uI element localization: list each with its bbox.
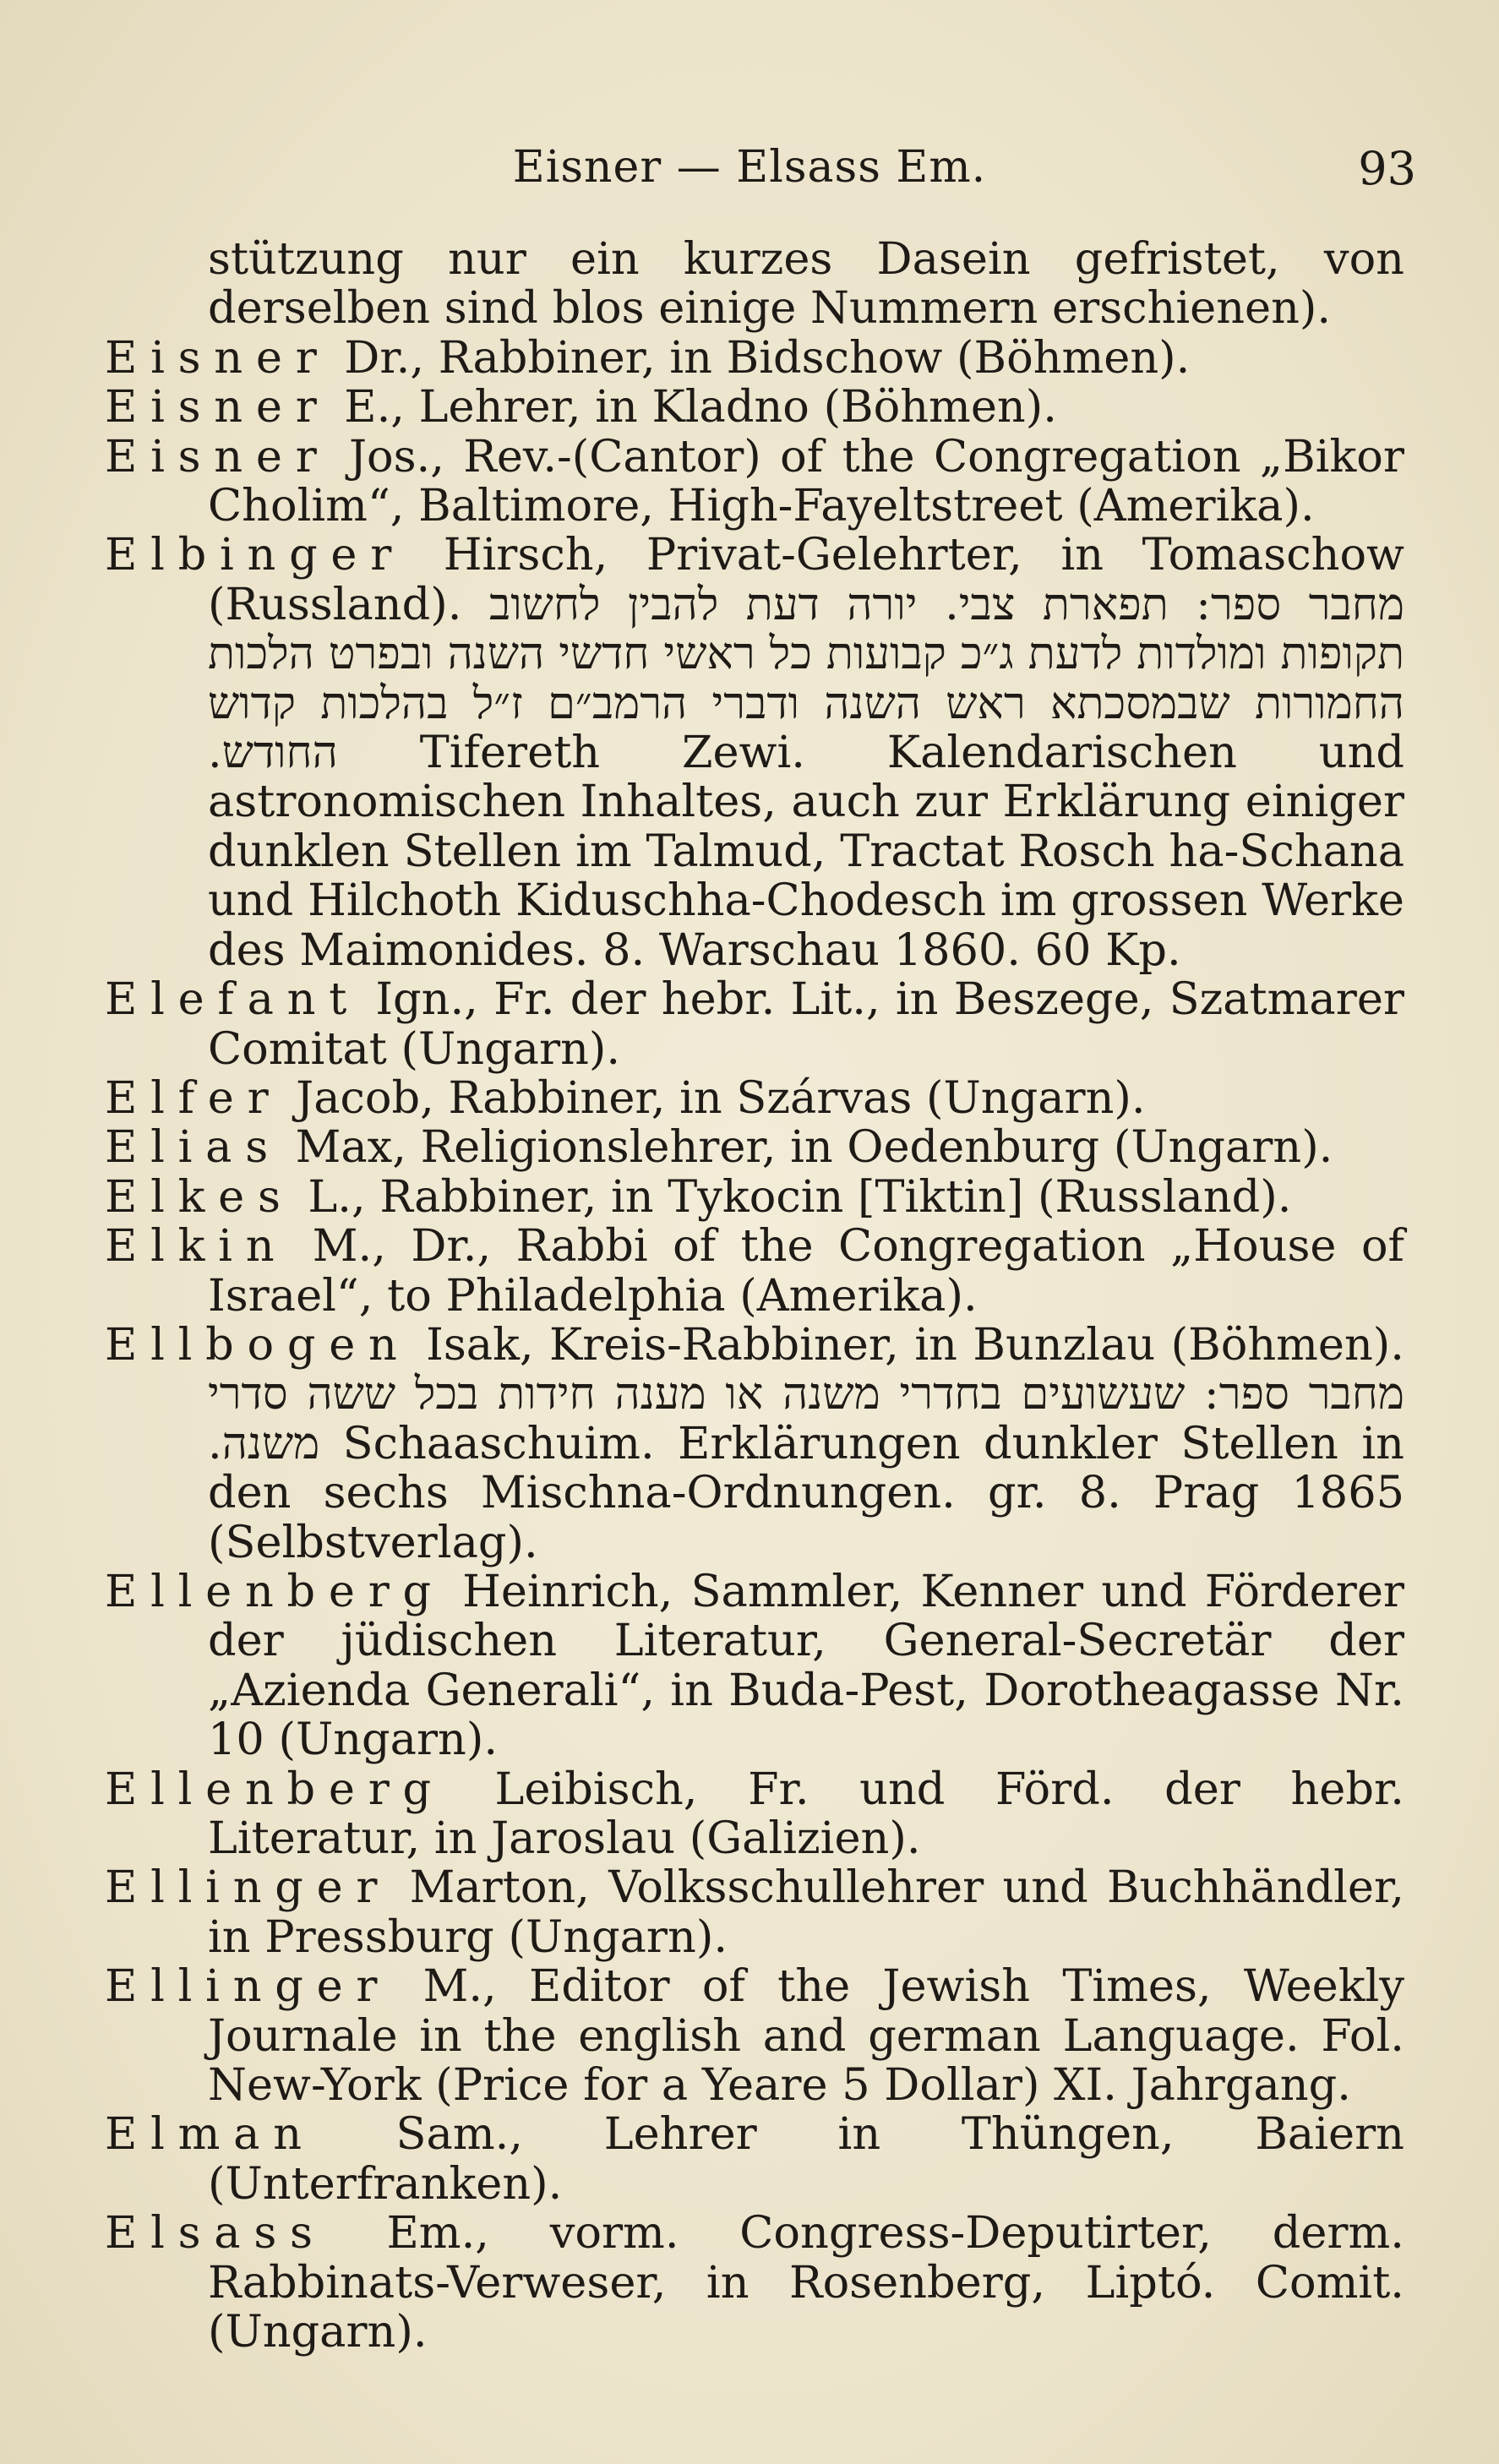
- entry: [105, 1567, 1404, 1765]
- entry: [105, 1962, 1404, 2110]
- entry-text: Em., vorm. Congress-Deputirter, derm. Rabbinats-Verweser, in Rosenberg, Liptó. Comit. (Ungarn).: [208, 2207, 1404, 2358]
- entry-text: E., Lehrer, in Kladno (Böhmen).: [344, 381, 1057, 433]
- entry-surname: Ellbogen: [105, 1318, 411, 1371]
- entry-text: Marton, Volksschullehrer und Buchhändler, in Pressburg (Ungarn).: [208, 1862, 1404, 1963]
- entry-text: Hirsch, Privat-Gelehrter, in Tomaschow (Russland).: [208, 529, 1404, 630]
- entry: [105, 1222, 1404, 1321]
- entry-surname: Ellenberg: [105, 1763, 444, 1815]
- entry: [105, 331, 1404, 384]
- entry-surname: Elkin: [105, 1220, 288, 1273]
- entry: [105, 975, 1404, 1074]
- entry-surname: Elias: [105, 1121, 281, 1174]
- entry-text: Jacob, Rabbiner, in Szárvas (Ungarn).: [296, 1071, 1146, 1124]
- entry-text: L., Rabbiner, in Tykocin [Tiktin] (Russland).: [308, 1170, 1292, 1223]
- entry-surname: Elfer: [105, 1071, 282, 1124]
- entry-surname: Elkes: [105, 1170, 294, 1223]
- continuation-text: stützung nur ein kurzes Dasein gefristet, von derselben sind blos einige Nummern erschienen).: [208, 233, 1404, 335]
- entry-hebrew-title: מחבר ספר: תפארת צבי. יורה דעת להבין לחשוב תקופות ומולדות לדעת ג״כ קבועות כל ראשי חדשי השנה ובפרט הלכות החמורות שבמסכתא ראש השנה ודברי הרמב״ם ז״ל בהלכות קדוש החודש.: [208, 578, 1404, 779]
- entry-description: Tifereth Zewi. Kalendarischen und astronomischen Inhaltes, auch zur Erklärung einiger dunklen Stellen im Talmud, Tractat Rosch ha-Schana und Hilchoth Kiduschha-Chodesch im grossen Werke des Maimonides. 8. Warschau 1860. 60 Kp.: [208, 727, 1404, 976]
- entry-text: Leibisch, Fr. und Förd. der hebr. Literatur, in Jaroslau (Galizien).: [208, 1763, 1404, 1864]
- page-number: 93: [1358, 142, 1416, 195]
- entry: [105, 1765, 1404, 1864]
- entry-surname: Elsass: [105, 2207, 326, 2260]
- entry-text: Dr., Rabbiner, in Bidschow (Böhmen).: [344, 331, 1191, 384]
- entry-text: Jos., Rev.-(Cantor) of the Congregation „Bikor Cholim“, Baltimore, High-Fayeltstreet (Amerika).: [208, 430, 1404, 532]
- entry-hebrew-title: מחבר ספר: שעשועים בחדרי משנה או מענה חידות בכל ששה סדרי משנה.: [208, 1368, 1404, 1469]
- entry-surname: Eisner: [105, 381, 330, 433]
- entry: [105, 1318, 1404, 1568]
- entry-surname: Ellinger: [105, 1960, 391, 2013]
- entry: [105, 2209, 1404, 2357]
- entry-text: Heinrich, Sammler, Kenner und Förderer der jüdischen Literatur, General-Secretär der „Azienda Generali“, in Buda-Pest, Dorotheagasse Nr. 10 (Ungarn).: [208, 1565, 1404, 1766]
- entry-text: M., Editor of the Jewish Times, Weekly Journale in the english and german Language. Fol. New-York (Price for a Yeare 5 Dollar) XI. Jahrgang.: [208, 1960, 1404, 2112]
- entry-text: M., Dr., Rabbi of the Congregation „House of Israel“, to Philadelphia (Amerika).: [208, 1220, 1404, 1322]
- entry: [105, 1863, 1404, 1962]
- entry-surname: Ellenberg: [105, 1565, 444, 1617]
- entry-text: Isak, Kreis-Rabbiner, in Bunzlau (Böhmen).: [426, 1318, 1404, 1371]
- entry: [105, 1170, 1404, 1223]
- entry-description: Schaaschuim. Erklärungen dunkler Stellen in den sechs Mischna-Ordnungen. gr. 8. Prag 1865 (Selbstverlag).: [208, 1417, 1404, 1568]
- entry: [105, 2110, 1404, 2209]
- entry-surname: Elbinger: [105, 529, 406, 581]
- running-title: Eisner — Elsass Em.: [512, 142, 987, 193]
- entry: [105, 1123, 1404, 1172]
- entry-text: Ign., Fr. der hebr. Lit., in Beszege, Szatmarer Comitat (Ungarn).: [208, 973, 1404, 1075]
- entry: [105, 383, 1404, 432]
- entry-surname: Elman: [105, 2108, 315, 2161]
- entry: [105, 1071, 1404, 1124]
- entry-surname: Eisner: [105, 430, 330, 482]
- entry: [105, 531, 1404, 975]
- entry: [105, 430, 1404, 532]
- entry-surname: Eisner: [105, 331, 330, 384]
- running-head: [0, 142, 1499, 201]
- entry-text: Max, Religionslehrer, in Oedenburg (Ungarn).: [295, 1121, 1333, 1174]
- entry-text: Sam., Lehrer in Thüngen, Baiern (Unterfranken).: [208, 2108, 1404, 2210]
- entry-surname: Ellinger: [105, 1862, 391, 1914]
- body-text: [105, 235, 1404, 2357]
- entry-surname: Elefant: [105, 973, 361, 1026]
